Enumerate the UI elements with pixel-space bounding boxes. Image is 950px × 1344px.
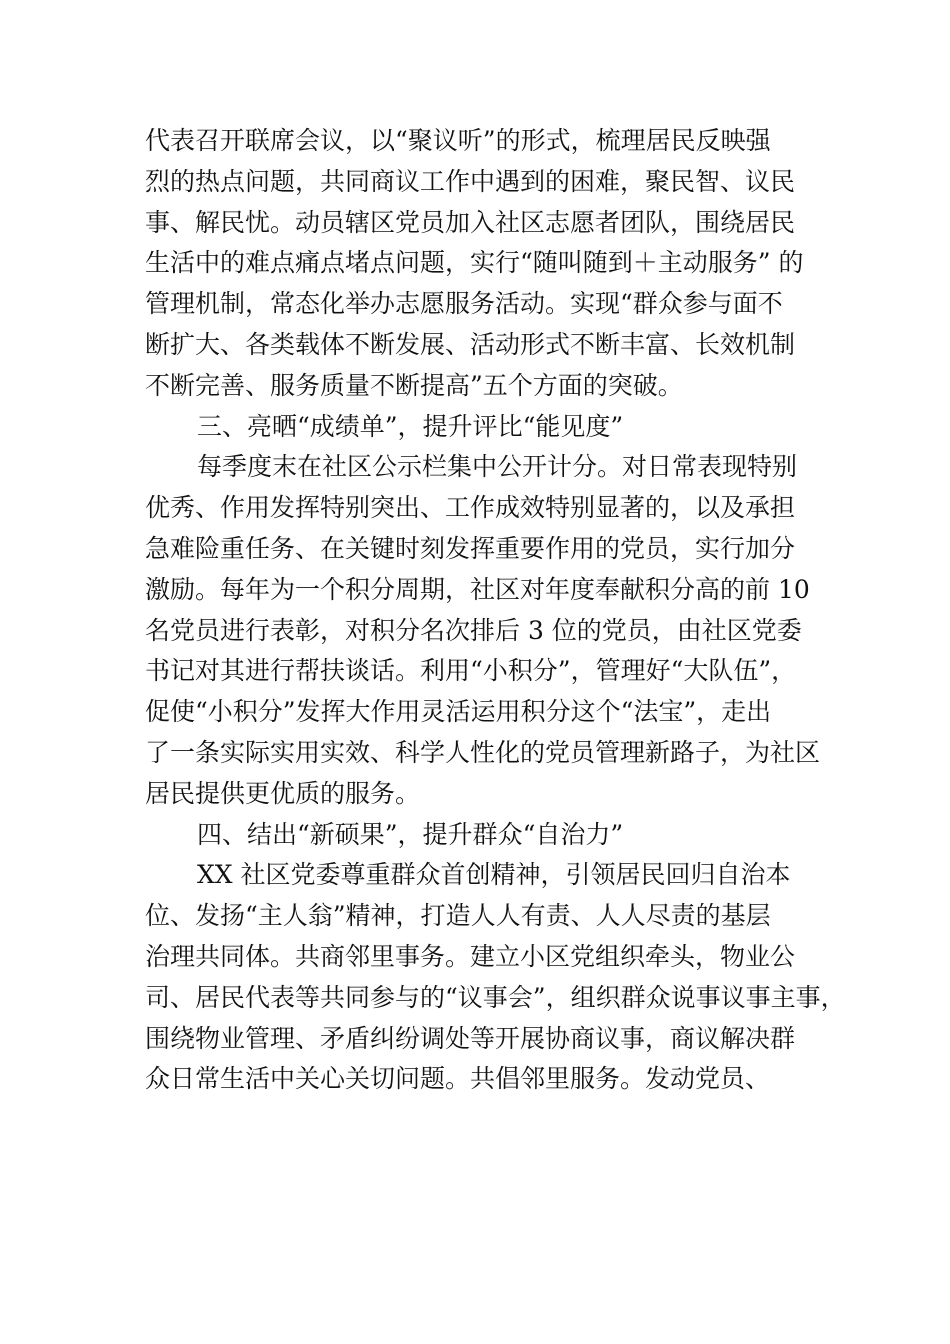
text-line: 促使“小积分”发挥大作用灵活运用积分这个“法宝”，走出 xyxy=(145,697,772,727)
text-line: 书记对其进行帮扶谈话。利用“小积分”，管理好“大队伍”， xyxy=(145,656,797,686)
text-line: 生活中的难点痛点堵点问题，实行“随叫随到＋主动服务” 的 xyxy=(145,248,804,278)
text-line: 烈的热点问题，共同商议工作中遇到的困难，聚民智、议民 xyxy=(145,166,796,196)
text-line: 了一条实际实用实效、科学人性化的党员管理新路子，为社区 xyxy=(145,737,821,767)
text-line: 激励。每年为一个积分周期，社区对年度奉献积分高的前 10 xyxy=(145,574,810,604)
text-line: 居民提供更优质的服务。 xyxy=(145,778,421,808)
text-line: 四、结出“新硕果”，提升群众“自治力” xyxy=(197,819,624,849)
text-line: 司、居民代表等共同参与的“议事会”，组织群众说事议事主事， xyxy=(145,982,846,1012)
text-line: 三、亮晒“成绩单”，提升评比“能见度” xyxy=(197,411,624,441)
text-line: 管理机制，常态化举办志愿服务活动。实现“群众参与面不 xyxy=(145,289,783,319)
text-line: 众日常生活中关心关切问题。共倡邻里服务。发动党员、 xyxy=(145,1064,771,1094)
text-line: 每季度末在社区公示栏集中公开计分。对日常表现特别 xyxy=(197,452,798,482)
text-line: 不断完善、服务质量不断提高”五个方面的突破。 xyxy=(145,370,683,400)
text-line: 优秀、作用发挥特别突出、工作成效特别显著的，以及承担 xyxy=(145,493,796,523)
text-line: 事、解民忧。动员辖区党员加入社区志愿者团队，围绕居民 xyxy=(145,207,796,237)
text-line: 急难险重任务、在关键时刻发挥重要作用的党员，实行加分 xyxy=(145,533,796,563)
text-line: 围绕物业管理、矛盾纠纷调处等开展协商议事，商议解决群 xyxy=(145,1023,796,1053)
text-line: 治理共同体。共商邻里事务。建立小区党组织牵头，物业公 xyxy=(145,941,796,971)
text-line: 名党员进行表彰，对积分名次排后 3 位的党员，由社区党委 xyxy=(145,615,802,645)
text-line: 位、发扬“主人翁”精神，打造人人有责、人人尽责的基层 xyxy=(145,901,771,931)
text-line: XX 社区党委尊重群众首创精神，引领居民回归自治本 xyxy=(197,860,791,890)
text-line: 代表召开联席会议，以“聚议听”的形式，梳理居民反映强 xyxy=(145,126,771,155)
text-line: 断扩大、各类载体不断发展、活动形式不断丰富、长效机制 xyxy=(145,329,796,359)
body-text xyxy=(145,121,846,1100)
